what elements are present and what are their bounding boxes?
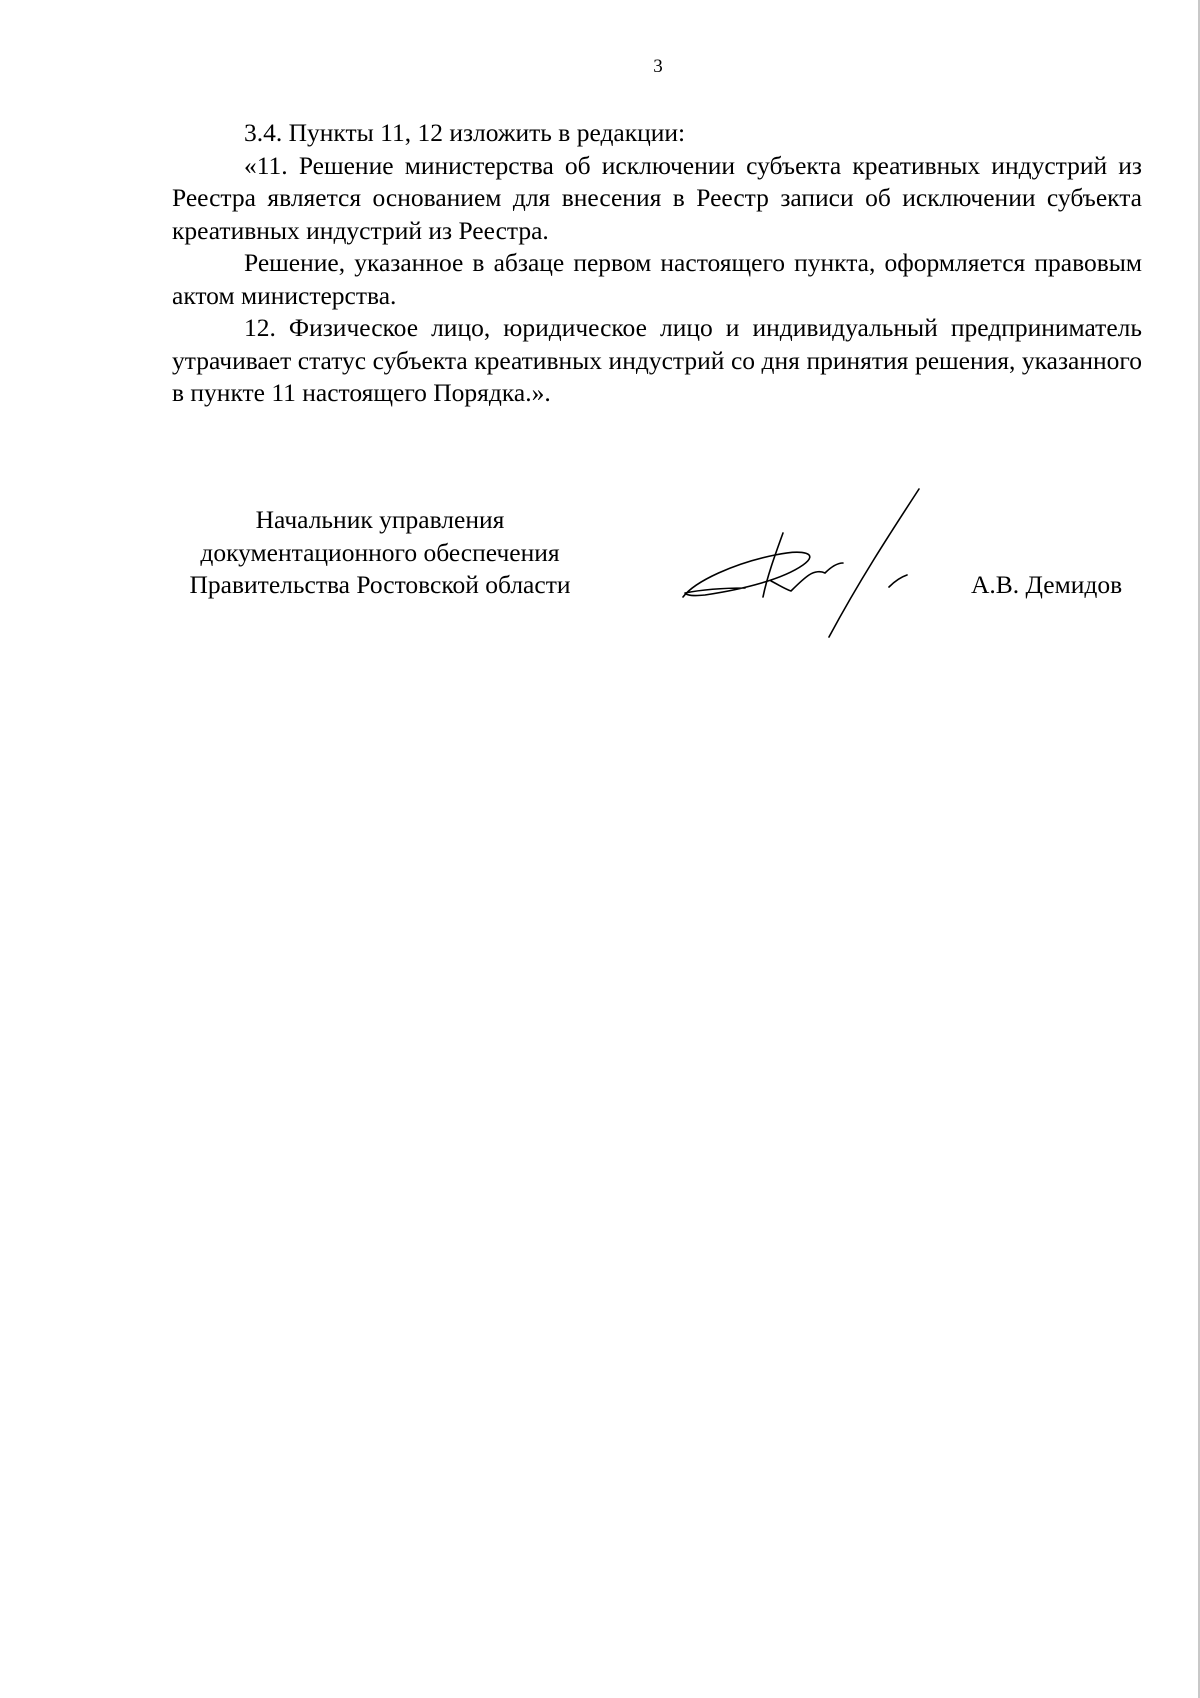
page-number: 3 — [653, 56, 663, 77]
paragraph-item-11-decision: Решение, указанное в абзаце первом настоящего пункта, оформляется правовым актом министерства. — [172, 248, 1142, 310]
signer-title-line: документационного обеспечения — [200, 537, 560, 567]
document-body — [172, 117, 1142, 410]
paragraph-item-11: «11. Решение министерства об исключении субъекта креативных индустрий из Реестра является основанием для внесения в Реестр записи об исключении субъекта креативных индустрий из Реестра. — [172, 150, 1142, 245]
signer-title-line: Начальник управления — [255, 505, 505, 534]
handwritten-signature-icon — [675, 485, 975, 645]
signer-title — [160, 504, 600, 602]
paragraph-amendment-intro: 3.4. Пункты 11, 12 изложить в редакции: — [244, 118, 686, 147]
signer-title-line: Правительства Ростовской области — [189, 570, 571, 599]
paragraph-item-12: 12. Физическое лицо, юридическое лицо и индивидуальный предприниматель утрачивает статус субъекта креативных индустрий со дня принятия решения, указанного в пункте 11 настоящего Порядка.». — [172, 313, 1142, 407]
signer-name: А.В. Демидов — [971, 570, 1123, 599]
